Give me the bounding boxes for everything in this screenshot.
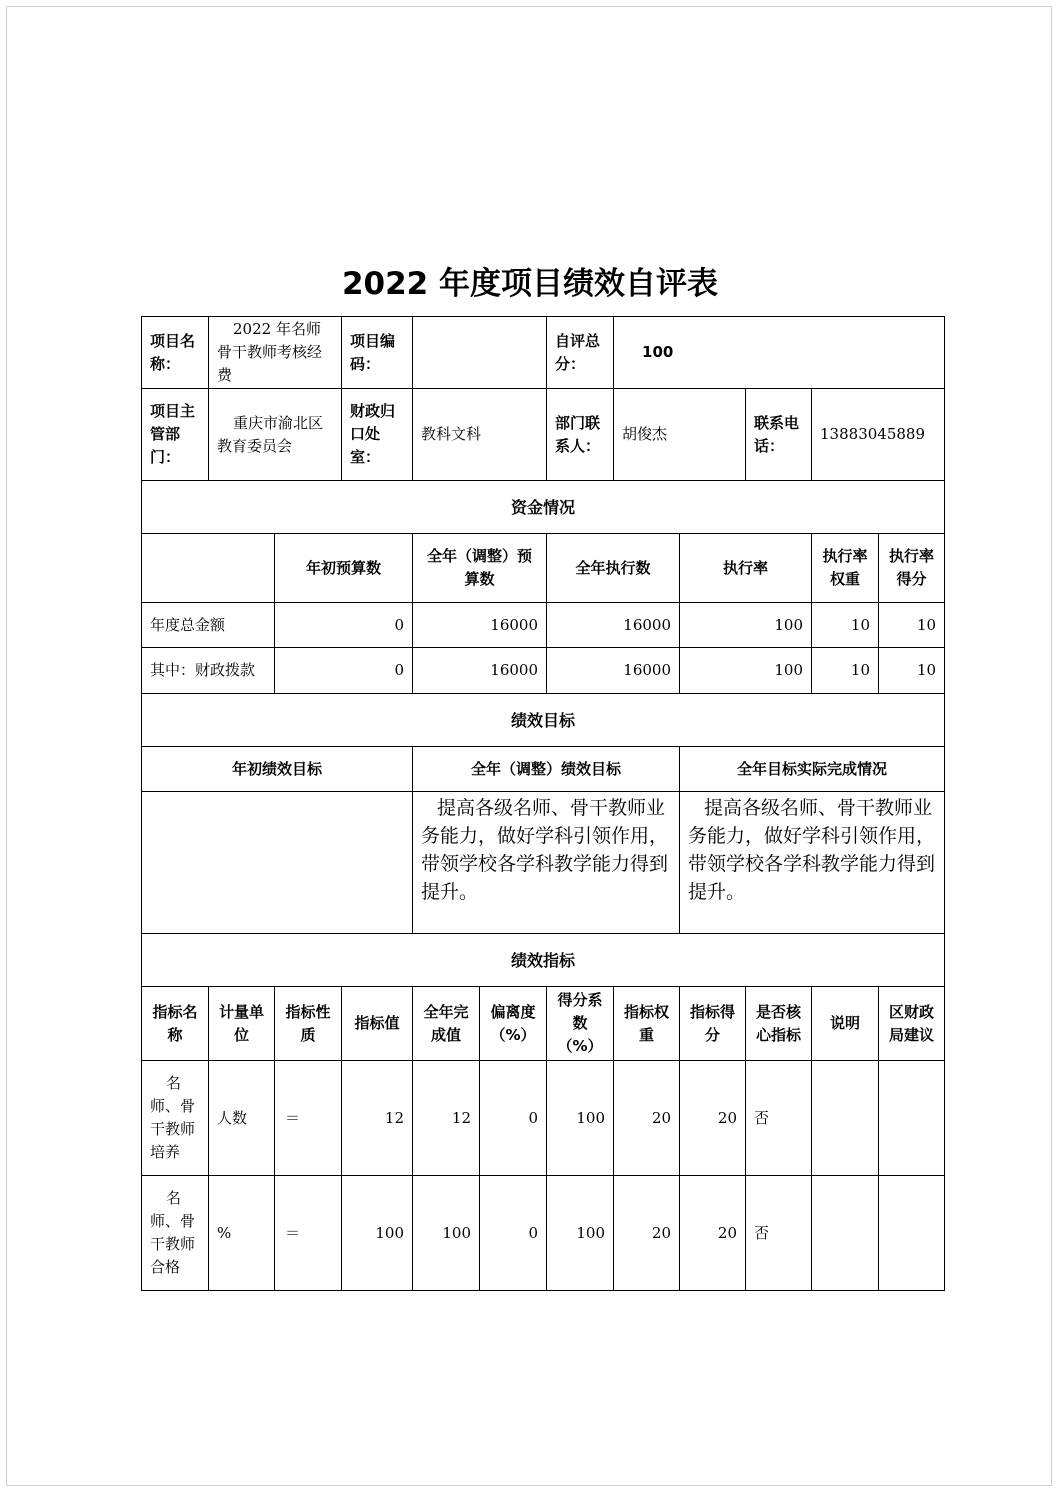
goals-initial-text bbox=[142, 792, 413, 934]
project-name-label: 项目名称： bbox=[142, 317, 209, 389]
goals-content-row bbox=[142, 792, 945, 934]
finance-office-value: 教科文科 bbox=[413, 389, 547, 481]
indicator-weight: 20 bbox=[614, 1061, 680, 1176]
indicator-completed: 100 bbox=[413, 1176, 480, 1291]
ind-header-unit: 计量单位 bbox=[209, 987, 275, 1061]
indicator-suggestion bbox=[879, 1176, 945, 1291]
indicator-unit: % bbox=[209, 1176, 275, 1291]
page-title: 2022 年度项目绩效自评表 bbox=[341, 266, 719, 302]
funds-header-executed: 全年执行数 bbox=[547, 534, 680, 603]
ind-header-coefficient: 得分系数（%） bbox=[547, 987, 614, 1061]
indicator-core: 否 bbox=[746, 1061, 812, 1176]
indicator-completed: 12 bbox=[413, 1061, 480, 1176]
ind-header-weight: 指标权重 bbox=[614, 987, 680, 1061]
ind-header-value: 指标值 bbox=[342, 987, 413, 1061]
funds-row-label: 年度总金额 bbox=[142, 603, 275, 648]
self-score-label: 自评总分： bbox=[547, 317, 614, 389]
ind-header-suggestion: 区财政局建议 bbox=[879, 987, 945, 1061]
dept-value: 重庆市渝北区教育委员会 bbox=[209, 389, 342, 481]
indicator-value: 100 bbox=[342, 1176, 413, 1291]
indicator-nature: ＝ bbox=[275, 1176, 342, 1291]
indicators-section-row bbox=[142, 934, 945, 987]
funds-cell: 100 bbox=[680, 603, 812, 648]
ind-header-completed: 全年完成值 bbox=[413, 987, 480, 1061]
goals-section-title: 绩效目标 bbox=[142, 694, 945, 747]
indicator-score: 20 bbox=[680, 1176, 746, 1291]
funds-cell: 100 bbox=[680, 648, 812, 694]
ind-header-nature: 指标性质 bbox=[275, 987, 342, 1061]
indicator-score: 20 bbox=[680, 1061, 746, 1176]
indicator-note bbox=[812, 1061, 879, 1176]
funds-header-weight: 执行率权重 bbox=[812, 534, 879, 603]
funds-header-blank bbox=[142, 534, 275, 603]
indicator-suggestion bbox=[879, 1061, 945, 1176]
dept-label: 项目主管部门： bbox=[142, 389, 209, 481]
funds-cell: 10 bbox=[812, 603, 879, 648]
info-row-1 bbox=[142, 317, 945, 389]
indicator-name: 名师、骨干教师培养 bbox=[142, 1061, 209, 1176]
indicator-deviation: 0 bbox=[480, 1061, 547, 1176]
funds-cell: 16000 bbox=[547, 603, 680, 648]
indicators-section-title: 绩效指标 bbox=[142, 934, 945, 987]
contact-label: 部门联系人： bbox=[547, 389, 614, 481]
funds-cell: 16000 bbox=[413, 648, 547, 694]
indicator-unit: 人数 bbox=[209, 1061, 275, 1176]
goals-header-initial: 年初绩效目标 bbox=[142, 747, 413, 792]
funds-header-initial: 年初预算数 bbox=[275, 534, 413, 603]
phone-label: 联系电话： bbox=[746, 389, 812, 481]
goals-adjusted-text: 提高各级名师、骨干教师业务能力，做好学科引领作用，带领学校各学科教学能力得到提升。 bbox=[413, 792, 680, 934]
indicator-value: 12 bbox=[342, 1061, 413, 1176]
funds-cell: 10 bbox=[879, 603, 945, 648]
funds-header-adjusted: 全年（调整）预算数 bbox=[413, 534, 547, 603]
ind-header-deviation: 偏离度（%） bbox=[480, 987, 547, 1061]
funds-section-row bbox=[142, 481, 945, 534]
goals-actual-text: 提高各级名师、骨干教师业务能力，做好学科引领作用，带领学校各学科教学能力得到提升。 bbox=[680, 792, 945, 934]
ind-header-core: 是否核心指标 bbox=[746, 987, 812, 1061]
goals-section-row bbox=[142, 694, 945, 747]
indicator-row bbox=[142, 1176, 945, 1291]
goals-header-adjusted: 全年（调整）绩效目标 bbox=[413, 747, 680, 792]
funds-cell: 0 bbox=[275, 648, 413, 694]
indicator-deviation: 0 bbox=[480, 1176, 547, 1291]
funds-header-row bbox=[142, 534, 945, 603]
funds-row-label: 其中：财政拨款 bbox=[142, 648, 275, 694]
funds-header-rate: 执行率 bbox=[680, 534, 812, 603]
funds-cell: 10 bbox=[879, 648, 945, 694]
goals-header-row bbox=[142, 747, 945, 792]
ind-header-name: 指标名称 bbox=[142, 987, 209, 1061]
info-row-2 bbox=[142, 389, 945, 481]
funds-cell: 16000 bbox=[547, 648, 680, 694]
funds-cell: 10 bbox=[812, 648, 879, 694]
indicator-coefficient: 100 bbox=[547, 1061, 614, 1176]
indicator-name: 名师、骨干教师合格 bbox=[142, 1176, 209, 1291]
evaluation-table bbox=[141, 316, 945, 1291]
indicator-weight: 20 bbox=[614, 1176, 680, 1291]
indicator-coefficient: 100 bbox=[547, 1176, 614, 1291]
indicator-row bbox=[142, 1061, 945, 1176]
finance-office-label: 财政归口处室： bbox=[342, 389, 413, 481]
indicator-nature: ＝ bbox=[275, 1061, 342, 1176]
indicators-header-row bbox=[142, 987, 945, 1061]
funds-header-score: 执行率得分 bbox=[879, 534, 945, 603]
funds-cell: 0 bbox=[275, 603, 413, 648]
self-score-value: 100 bbox=[614, 317, 945, 389]
funds-section-title: 资金情况 bbox=[142, 481, 945, 534]
funds-cell: 16000 bbox=[413, 603, 547, 648]
project-code-label: 项目编码： bbox=[342, 317, 413, 389]
funds-row bbox=[142, 603, 945, 648]
contact-value: 胡俊杰 bbox=[614, 389, 746, 481]
project-code-value bbox=[413, 317, 547, 389]
project-name-value: 2022 年名师骨干教师考核经费 bbox=[209, 317, 342, 389]
indicator-core: 否 bbox=[746, 1176, 812, 1291]
funds-row bbox=[142, 648, 945, 694]
ind-header-note: 说明 bbox=[812, 987, 879, 1061]
phone-value: 13883045889 bbox=[812, 389, 945, 481]
indicator-note bbox=[812, 1176, 879, 1291]
ind-header-score: 指标得分 bbox=[680, 987, 746, 1061]
goals-header-actual: 全年目标实际完成情况 bbox=[680, 747, 945, 792]
